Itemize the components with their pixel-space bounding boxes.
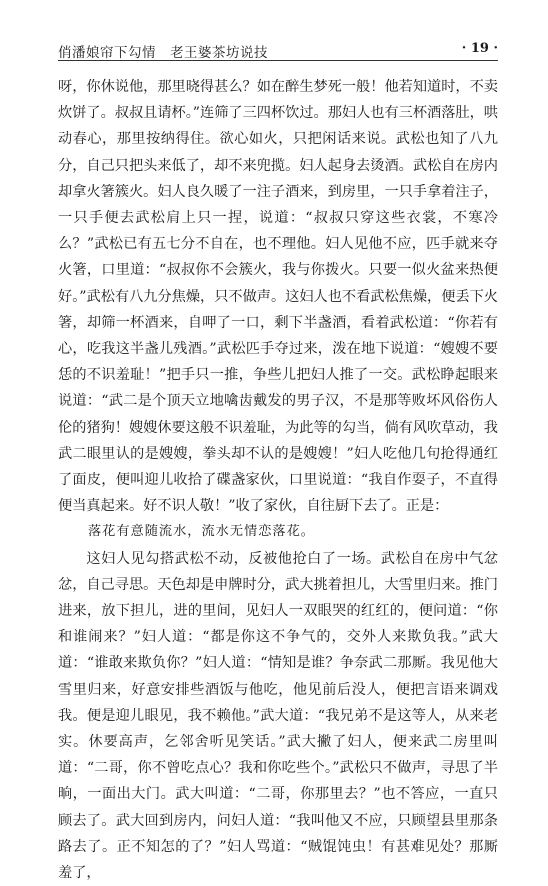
verse-line: 落花有意随流水，流水无情恋落花。 — [88, 524, 315, 540]
paragraph-1: 呀，你休说他，那里晓得甚么？如在醉生梦死一般！他若知道时，不卖炊饼了。叔叔且请杯。”连筛了三四杯饮过。那妇人也有三杯酒落肚，哄动春心，那里按纳得住。欲心如火，只把闲话来说。武松也知了八九分，自己只把头来低了，却不来兜揽。妇人起身去烫酒。武松自在房内却拿火箸簇火。妇人良久暖了一注子酒来，到房里，一只手拿着注子，一只手便去武松肩上只一捏，说道：“叔叔只穿这些衣裳，不寒冷么？”武松已有五七分不自在，也不理他。妇人见他不应，匹手就来夺火箸，口里道：“叔叔你不会簇火，我与你拨火。只要一似火盆来热便好。”武松有八九分焦燥，只不做声。这妇人也不看武松焦燥，便丢下火箸，却筛一杯酒来，自呷了一口，剩下半盏酒，看着武松道：“你若有心，吃我这半盏儿残酒。”武松匹手夺过来，泼在地下说道：“嫂嫂不要恁的不识羞耻！”把手只一推，争些儿把妇人推了一交。武松睁起眼来说道：“武二是个顶天立地噙齿戴发的男子汉，不是那等败坏风俗伤人伦的猪狗！嫂嫂休要这般不识羞耻，为此等的勾当，倘有风吹草动，我武二眼里认的是嫂嫂，拳头却不认的是嫂嫂！”妇人吃他几句抢得通红了面皮，便叫迎儿收拾了碟盏家伙，口里说道：“我自作耍子，不直得便当真起来。好不识人敬！”收了家伙，自往厨下去了。正是： — [58, 79, 498, 515]
paragraph-2: 这妇人见勾搭武松不动，反被他抢白了一场。武松自在房中气忿忿，自己寻思。天色却是申牌时分，武大挑着担儿，大雪里归来。推门进来，放下担儿，进的里间，见妇人一双眼哭的红红的，便问道：“你和谁闹来？”妇人道：“都是你这不争气的，交外人来欺负我。”武大道：“谁敢来欺负你？”妇人道：“情知是谁？争奈武二那厮。我见他大雪里归来，好意安排些酒饭与他吃，他见前后没人，便把言语来调戏我。便是迎儿眼见，我不赖他。”武大道：“我兄弟不是这等人，从来老实。休要高声，乞邻舍听见笑话。”武大撇了妇人，便来武二房里叫道：“二哥，你不曾吃点心？我和你吃些个。”武松只不做声，寻思了半晌，一面出大门。武大叫道：“二哥，你那里去？”也不答应，一直只顾去了。武大回到房内，问妇人道：“我叫他又不应，只顾望县里那条路去了。正不知怎的了？”妇人骂道：“贼馄饨虫！有甚难见处？那厮羞了， — [58, 550, 498, 882]
page-body — [58, 74, 498, 886]
page-header — [58, 38, 498, 61]
running-title: 俏潘娘帘下勾情 老王婆茶坊说技 — [58, 45, 268, 61]
page-number: · 19 · — [461, 41, 498, 56]
